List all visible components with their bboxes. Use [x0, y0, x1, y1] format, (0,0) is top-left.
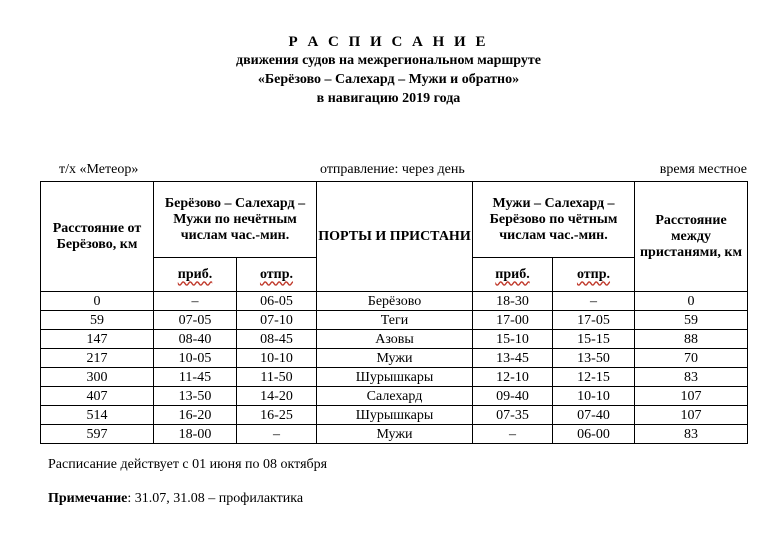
cell-dir2-departure: 17-05 [553, 311, 635, 330]
note-label: Примечание [48, 491, 128, 506]
header-distance-from: Расстояние от Берёзово, км [41, 182, 154, 292]
cell-distance-between: 70 [635, 349, 748, 368]
cell-dir2-arrival: 12-10 [473, 368, 553, 387]
cell-dir2-departure: 10-10 [553, 387, 635, 406]
cell-distance-from: 300 [41, 368, 154, 387]
schedule-rows [41, 292, 748, 444]
departure-frequency: отправление: через день [320, 162, 465, 177]
cell-port: Берёзово [317, 292, 473, 311]
cell-dir1-arrival: 16-20 [154, 406, 237, 425]
header-direction-1: Берёзово – Салехард – Мужи по нечётным числам час.-мин. [154, 182, 317, 258]
cell-distance-from: 0 [41, 292, 154, 311]
table-row [41, 387, 748, 406]
cell-dir1-departure: 07-10 [237, 311, 317, 330]
cell-dir2-arrival: 17-00 [473, 311, 553, 330]
table-row [41, 425, 748, 444]
document-title: Р А С П И С А Н И Е [288, 34, 489, 50]
cell-dir2-arrival: 07-35 [473, 406, 553, 425]
cell-port: Мужи [317, 425, 473, 444]
cell-dir1-departure: 08-45 [237, 330, 317, 349]
cell-distance-from: 597 [41, 425, 154, 444]
cell-dir2-arrival: 09-40 [473, 387, 553, 406]
cell-dir1-arrival: 08-40 [154, 330, 237, 349]
header-distance-between: Расстояние между пристанями, км [635, 182, 748, 292]
document-subtitle-route: движения судов на межрегиональном маршруте [236, 53, 541, 68]
cell-dir2-departure: 06-00 [553, 425, 635, 444]
header-direction-2: Мужи – Салехард – Берёзово по чётным числам час.-мин. [473, 182, 635, 258]
table-row [41, 330, 748, 349]
cell-dir1-arrival: 13-50 [154, 387, 237, 406]
cell-port: Мужи [317, 349, 473, 368]
cell-port: Салехард [317, 387, 473, 406]
cell-dir2-arrival: 15-10 [473, 330, 553, 349]
header-ports: ПОРТЫ И ПРИСТАНИ [317, 182, 473, 292]
cell-dir2-departure: – [553, 292, 635, 311]
header-dir1-arrival: приб. [177, 266, 213, 282]
cell-dir2-arrival: 13-45 [473, 349, 553, 368]
cell-dir2-departure: 12-15 [553, 368, 635, 387]
cell-dir2-arrival: 18-30 [473, 292, 553, 311]
table-row [41, 292, 748, 311]
cell-dir1-departure: – [237, 425, 317, 444]
cell-dir1-arrival: 11-45 [154, 368, 237, 387]
schedule-table [40, 181, 748, 444]
cell-distance-from: 147 [41, 330, 154, 349]
cell-dir2-departure: 07-40 [553, 406, 635, 425]
cell-distance-from: 514 [41, 406, 154, 425]
document-subtitle-name: «Берёзово – Салехард – Мужи и обратно» [257, 72, 520, 87]
cell-distance-between: 107 [635, 406, 748, 425]
maintenance-note [48, 490, 303, 508]
cell-port: Азовы [317, 330, 473, 349]
document-subtitle-season: в навигацию 2019 года [316, 91, 461, 106]
table-row [41, 349, 748, 368]
vessel-name: т/х «Метеор» [59, 162, 139, 177]
cell-dir1-arrival: 10-05 [154, 349, 237, 368]
cell-dir1-departure: 11-50 [237, 368, 317, 387]
cell-dir1-arrival: 18-00 [154, 425, 237, 444]
cell-dir2-departure: 13-50 [553, 349, 635, 368]
cell-dir1-departure: 16-25 [237, 406, 317, 425]
header-dir1-departure: отпр. [259, 266, 294, 282]
note-text: : 31.07, 31.08 – профилактика [127, 491, 304, 506]
cell-dir2-departure: 15-15 [553, 330, 635, 349]
cell-port: Шурышкары [317, 406, 473, 425]
table-row [41, 406, 748, 425]
cell-dir1-arrival: 07-05 [154, 311, 237, 330]
cell-distance-between: 83 [635, 425, 748, 444]
cell-dir1-departure: 10-10 [237, 349, 317, 368]
header-dir2-arrival: приб. [495, 266, 530, 282]
cell-distance-between: 83 [635, 368, 748, 387]
cell-dir2-arrival: – [473, 425, 553, 444]
cell-distance-between: 59 [635, 311, 748, 330]
time-note: время местное [659, 162, 747, 177]
header-dir2-departure: отпр. [576, 266, 611, 282]
table-row [41, 311, 748, 330]
cell-distance-between: 107 [635, 387, 748, 406]
cell-distance-from: 217 [41, 349, 154, 368]
cell-port: Шурышкары [317, 368, 473, 387]
cell-dir1-departure: 14-20 [237, 387, 317, 406]
cell-port: Теги [317, 311, 473, 330]
validity-note: Расписание действует с 01 июня по 08 октября [48, 457, 328, 472]
cell-dir1-arrival: – [154, 292, 237, 311]
cell-distance-from: 407 [41, 387, 154, 406]
cell-distance-between: 0 [635, 292, 748, 311]
cell-distance-between: 88 [635, 330, 748, 349]
table-row [41, 368, 748, 387]
cell-distance-from: 59 [41, 311, 154, 330]
cell-dir1-departure: 06-05 [237, 292, 317, 311]
